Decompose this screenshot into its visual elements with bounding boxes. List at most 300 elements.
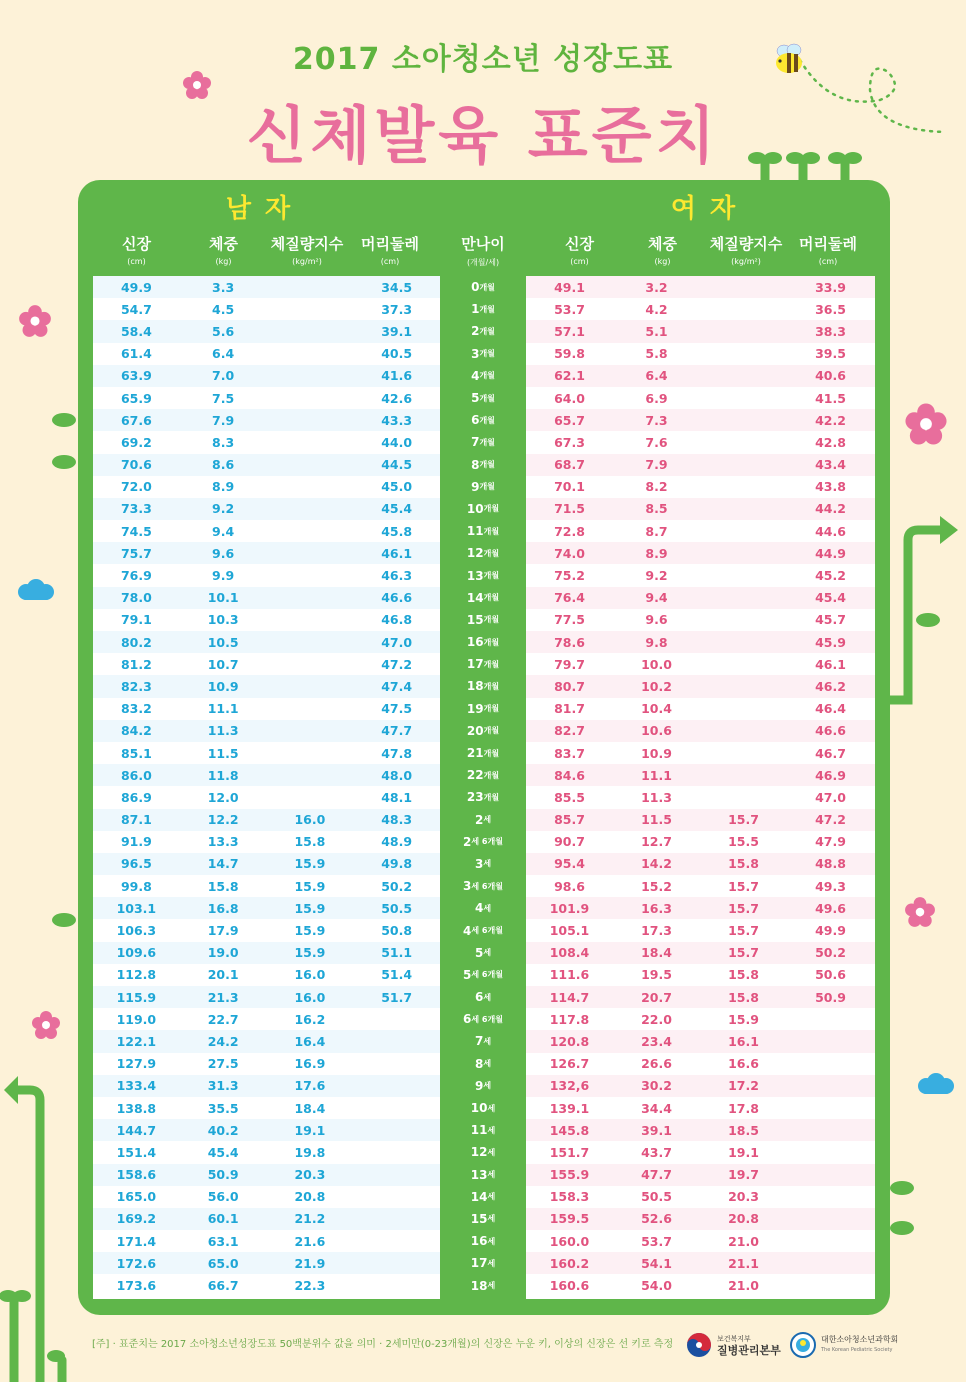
male-cell: 43.3 xyxy=(381,412,413,428)
male-row xyxy=(93,1164,440,1186)
male-cell: 20.1 xyxy=(207,967,239,983)
female-cell: 21.0 xyxy=(728,1233,759,1249)
male-cell: 50.5 xyxy=(381,900,413,916)
female-row xyxy=(526,986,875,1008)
female-row xyxy=(526,587,875,609)
female-cell: 36.5 xyxy=(815,301,846,317)
male-row xyxy=(93,609,440,631)
male-cell: 10.9 xyxy=(207,678,239,694)
age-label: 2 세 6개월 xyxy=(463,834,503,849)
male-row xyxy=(93,786,440,808)
male-cell: 173.6 xyxy=(116,1278,157,1294)
male-cell: 169.2 xyxy=(116,1211,157,1227)
male-cell: 20.3 xyxy=(294,1167,326,1183)
male-row xyxy=(93,742,440,764)
female-row xyxy=(526,454,875,476)
flower-icon xyxy=(18,304,52,338)
female-row xyxy=(526,276,875,298)
male-cell: 16.8 xyxy=(207,900,239,916)
male-row xyxy=(93,1075,440,1097)
female-cell: 12.7 xyxy=(641,834,672,850)
male-cell: 41.6 xyxy=(381,368,413,384)
female-row xyxy=(526,298,875,320)
male-row xyxy=(93,964,440,986)
age-label: 22 개월 xyxy=(466,768,500,783)
kps-emblem-icon xyxy=(790,1332,816,1358)
female-cell: 160.2 xyxy=(549,1255,590,1271)
male-row xyxy=(93,875,440,897)
female-cell: 47.0 xyxy=(815,789,846,805)
age-label: 9 개월 xyxy=(471,479,495,494)
female-cell: 68.7 xyxy=(554,457,585,473)
female-cell: 39.5 xyxy=(815,346,846,362)
female-row xyxy=(526,764,875,786)
female-cell: 19.7 xyxy=(728,1167,759,1183)
age-column xyxy=(440,276,526,1299)
age-label: 4 세 xyxy=(474,901,492,916)
female-cell: 10.0 xyxy=(641,656,672,672)
age-label: 10 세 xyxy=(470,1101,496,1116)
female-row xyxy=(526,1252,875,1274)
female-cell: 17.8 xyxy=(728,1100,759,1116)
age-label: 18 개월 xyxy=(466,679,500,694)
male-cell: 9.6 xyxy=(212,545,235,561)
female-cell: 52.6 xyxy=(641,1211,672,1227)
age-label: 12 세 xyxy=(470,1145,496,1160)
female-row xyxy=(526,542,875,564)
female-cell: 10.6 xyxy=(641,723,672,739)
female-cell: 75.2 xyxy=(554,568,585,584)
male-cell: 127.9 xyxy=(116,1056,157,1072)
female-cell: 46.7 xyxy=(815,745,846,761)
male-cell: 46.6 xyxy=(381,590,413,606)
female-cell: 21.0 xyxy=(728,1278,759,1294)
female-row xyxy=(526,698,875,720)
age-label: 13 개월 xyxy=(466,568,500,583)
female-cell: 45.4 xyxy=(815,590,846,606)
female-cell: 72.8 xyxy=(554,523,585,539)
female-cell: 38.3 xyxy=(815,323,846,339)
male-cell: 46.1 xyxy=(381,545,413,561)
male-cell: 86.9 xyxy=(120,789,152,805)
female-cell: 67.3 xyxy=(554,434,585,450)
female-cell: 44.2 xyxy=(815,501,846,517)
female-cell: 7.9 xyxy=(645,457,668,473)
male-cell: 15.8 xyxy=(294,834,326,850)
male-cell: 11.3 xyxy=(207,723,239,739)
age-label: 4 세 6개월 xyxy=(463,923,503,938)
male-section-title: 남자 xyxy=(225,194,305,224)
female-cell: 10.9 xyxy=(641,745,672,761)
age-label: 20 개월 xyxy=(466,723,500,738)
male-row xyxy=(93,919,440,941)
male-cell: 19.0 xyxy=(207,945,239,961)
female-cell: 50.6 xyxy=(815,967,846,983)
male-cell: 47.8 xyxy=(381,745,413,761)
age-label: 14 개월 xyxy=(466,590,500,605)
male-cell: 12.0 xyxy=(207,789,239,805)
male-cell: 60.1 xyxy=(207,1211,239,1227)
male-row xyxy=(93,564,440,586)
female-cell: 9.8 xyxy=(645,634,668,650)
age-label: 18 세 xyxy=(470,1278,496,1293)
age-label: 9 세 xyxy=(474,1078,492,1093)
male-cell: 72.0 xyxy=(120,479,152,495)
male-row xyxy=(93,675,440,697)
male-cell: 46.8 xyxy=(381,612,413,628)
male-cell: 7.5 xyxy=(212,390,235,406)
female-cell: 11.1 xyxy=(641,767,672,783)
male-cell: 27.5 xyxy=(207,1056,239,1072)
male-cell: 83.2 xyxy=(120,701,152,717)
male-cell: 48.9 xyxy=(381,834,413,850)
male-cell: 9.9 xyxy=(212,568,235,584)
female-cell: 9.4 xyxy=(645,590,668,606)
female-cell: 11.3 xyxy=(641,789,672,805)
male-cell: 16.0 xyxy=(294,989,326,1005)
male-cell: 37.3 xyxy=(381,301,413,317)
female-cell: 15.7 xyxy=(728,945,759,961)
female-cell: 85.5 xyxy=(554,789,585,805)
male-cell: 58.4 xyxy=(120,323,152,339)
male-cell: 67.6 xyxy=(120,412,152,428)
male-row xyxy=(93,942,440,964)
male-row xyxy=(93,1141,440,1163)
male-row xyxy=(93,720,440,742)
female-cell: 16.3 xyxy=(641,900,672,916)
male-cell: 99.8 xyxy=(120,878,152,894)
age-label: 6 세 6개월 xyxy=(463,1012,503,1027)
male-cell: 40.2 xyxy=(207,1122,239,1138)
female-table xyxy=(526,276,875,1299)
male-cell: 14.7 xyxy=(207,856,239,872)
male-cell: 51.7 xyxy=(381,989,413,1005)
male-cell: 96.5 xyxy=(120,856,152,872)
male-row xyxy=(93,1097,440,1119)
female-cell: 26.6 xyxy=(641,1056,672,1072)
male-row xyxy=(93,1230,440,1252)
flower-icon xyxy=(904,402,948,446)
male-cell: 4.5 xyxy=(212,301,235,317)
female-cell: 42.8 xyxy=(815,434,846,450)
female-cell: 160.0 xyxy=(549,1233,590,1249)
male-cell: 48.1 xyxy=(381,789,413,805)
age-label: 21 개월 xyxy=(466,746,500,761)
female-cell: 45.9 xyxy=(815,634,846,650)
male-cell: 76.9 xyxy=(120,568,152,584)
female-cell: 5.8 xyxy=(645,346,668,362)
female-row xyxy=(526,653,875,675)
female-row xyxy=(526,853,875,875)
female-cell: 18.5 xyxy=(728,1122,759,1138)
male-cell: 91.9 xyxy=(120,834,152,850)
male-row xyxy=(93,764,440,786)
male-cell: 12.2 xyxy=(207,812,239,828)
male-cell: 158.6 xyxy=(116,1167,157,1183)
male-cell: 61.4 xyxy=(120,346,152,362)
female-row xyxy=(526,631,875,653)
age-label: 23 개월 xyxy=(466,790,500,805)
age-label: 5 개월 xyxy=(471,391,495,406)
female-cell: 8.7 xyxy=(645,523,668,539)
female-row xyxy=(526,365,875,387)
male-cell: 10.7 xyxy=(207,656,239,672)
female-cell: 53.7 xyxy=(641,1233,672,1249)
female-cell: 19.1 xyxy=(728,1144,759,1160)
male-row xyxy=(93,454,440,476)
female-row xyxy=(526,1230,875,1252)
male-row xyxy=(93,631,440,653)
male-cell: 45.8 xyxy=(381,523,413,539)
male-row xyxy=(93,897,440,919)
female-cell: 71.5 xyxy=(554,501,585,517)
female-row xyxy=(526,1008,875,1030)
female-cell: 64.0 xyxy=(554,390,585,406)
kcdc-emblem-icon xyxy=(686,1332,712,1358)
female-row xyxy=(526,320,875,342)
male-bmi-header: 체질량지수 (kg/m²) xyxy=(270,235,344,266)
male-cell: 11.8 xyxy=(207,767,239,783)
cloud-icon xyxy=(914,1072,958,1096)
female-row xyxy=(526,1141,875,1163)
male-cell: 7.0 xyxy=(212,368,235,384)
male-cell: 56.0 xyxy=(207,1189,239,1205)
female-row xyxy=(526,409,875,431)
male-cell: 75.7 xyxy=(120,545,152,561)
female-cell: 39.1 xyxy=(641,1122,672,1138)
female-row xyxy=(526,809,875,831)
male-cell: 144.7 xyxy=(116,1122,157,1138)
male-cell: 16.0 xyxy=(294,812,326,828)
male-row xyxy=(93,1186,440,1208)
female-cell: 19.5 xyxy=(641,967,672,983)
male-cell: 20.8 xyxy=(294,1189,326,1205)
male-cell: 48.3 xyxy=(381,812,413,828)
female-cell: 15.7 xyxy=(728,900,759,916)
female-row xyxy=(526,919,875,941)
age-label: 5 세 6개월 xyxy=(463,967,503,982)
female-cell: 50.5 xyxy=(641,1189,672,1205)
male-cell: 15.8 xyxy=(207,878,239,894)
male-row xyxy=(93,698,440,720)
male-cell: 15.9 xyxy=(294,900,326,916)
female-cell: 78.6 xyxy=(554,634,585,650)
male-cell: 74.5 xyxy=(120,523,152,539)
male-cell: 80.2 xyxy=(120,634,152,650)
male-cell: 119.0 xyxy=(116,1011,157,1027)
female-cell: 11.5 xyxy=(641,812,672,828)
female-cell: 74.0 xyxy=(554,545,585,561)
female-cell: 50.9 xyxy=(815,989,846,1005)
age-label: 19 개월 xyxy=(466,701,500,716)
female-cell: 132,6 xyxy=(549,1078,590,1094)
female-cell: 59.8 xyxy=(554,346,585,362)
male-cell: 21.3 xyxy=(207,989,239,1005)
female-cell: 50.2 xyxy=(815,945,846,961)
male-height-header: 신장 (cm) xyxy=(122,235,151,266)
female-cell: 10.4 xyxy=(641,701,672,717)
female-cell: 151.7 xyxy=(549,1144,590,1160)
male-cell: 79.1 xyxy=(120,612,152,628)
female-cell: 45.7 xyxy=(815,612,846,628)
female-cell: 15.8 xyxy=(728,856,759,872)
female-cell: 155.9 xyxy=(549,1167,590,1183)
female-cell: 15.8 xyxy=(728,967,759,983)
male-cell: 84.2 xyxy=(120,723,152,739)
age-label: 6 개월 xyxy=(471,413,495,428)
female-cell: 16.1 xyxy=(728,1033,759,1049)
female-cell: 17.2 xyxy=(728,1078,759,1094)
male-row xyxy=(93,1053,440,1075)
age-label: 16 개월 xyxy=(466,635,500,650)
female-cell: 20.8 xyxy=(728,1211,759,1227)
female-row xyxy=(526,942,875,964)
female-row xyxy=(526,1119,875,1141)
female-cell: 62.1 xyxy=(554,368,585,384)
male-cell: 47.0 xyxy=(381,634,413,650)
female-cell: 15.7 xyxy=(728,878,759,894)
female-row xyxy=(526,742,875,764)
female-cell: 53.7 xyxy=(554,301,585,317)
male-cell: 9.4 xyxy=(212,523,235,539)
male-cell: 70.6 xyxy=(120,457,152,473)
female-cell: 4.2 xyxy=(645,301,668,317)
male-cell: 5.6 xyxy=(212,323,235,339)
female-cell: 15.7 xyxy=(728,923,759,939)
male-cell: 47.4 xyxy=(381,678,413,694)
female-cell: 126.7 xyxy=(549,1056,590,1072)
male-cell: 6.4 xyxy=(212,346,235,362)
male-cell: 172.6 xyxy=(116,1255,157,1271)
female-cell: 22.0 xyxy=(641,1011,672,1027)
male-row xyxy=(93,343,440,365)
male-cell: 21.2 xyxy=(294,1211,326,1227)
female-cell: 114.7 xyxy=(549,989,590,1005)
female-cell: 15.7 xyxy=(728,812,759,828)
female-cell: 98.6 xyxy=(554,878,585,894)
female-cell: 49.1 xyxy=(554,279,585,295)
male-row xyxy=(93,520,440,542)
female-cell: 8.2 xyxy=(645,479,668,495)
kps-logo: 대한소아청소년과학회 The Korean Pediatric Society xyxy=(790,1332,898,1358)
female-cell: 79.7 xyxy=(554,656,585,672)
female-cell: 16.6 xyxy=(728,1056,759,1072)
female-cell: 23.4 xyxy=(641,1033,672,1049)
female-cell: 41.5 xyxy=(815,390,846,406)
male-cell: 19.1 xyxy=(294,1122,326,1138)
female-cell: 81.7 xyxy=(554,701,585,717)
female-row xyxy=(526,831,875,853)
male-cell: 63.1 xyxy=(207,1233,239,1249)
female-row xyxy=(526,1186,875,1208)
male-table xyxy=(93,276,440,1299)
cloud-icon xyxy=(14,578,58,602)
male-row xyxy=(93,1030,440,1052)
male-cell: 19.8 xyxy=(294,1144,326,1160)
female-cell: 30.2 xyxy=(641,1078,672,1094)
male-row xyxy=(93,653,440,675)
age-label: 12 개월 xyxy=(466,546,500,561)
female-cell: 108.4 xyxy=(549,945,590,961)
female-cell: 90.7 xyxy=(554,834,585,850)
male-cell: 42.6 xyxy=(381,390,413,406)
male-cell: 112.8 xyxy=(116,967,157,983)
male-cell: 48.0 xyxy=(381,767,413,783)
male-cell: 15.9 xyxy=(294,923,326,939)
male-cell: 115.9 xyxy=(116,989,157,1005)
male-row xyxy=(93,431,440,453)
male-cell: 8.6 xyxy=(212,457,235,473)
male-cell: 15.9 xyxy=(294,945,326,961)
male-row xyxy=(93,1008,440,1030)
female-height-header: 신장 (cm) xyxy=(565,235,594,266)
male-cell: 15.9 xyxy=(294,856,326,872)
age-label: 17 세 xyxy=(470,1256,496,1271)
female-cell: 77.5 xyxy=(554,612,585,628)
female-cell: 43.4 xyxy=(815,457,846,473)
male-cell: 44.5 xyxy=(381,457,413,473)
flower-icon xyxy=(904,896,936,928)
male-cell: 122.1 xyxy=(116,1033,157,1049)
female-row xyxy=(526,675,875,697)
female-row xyxy=(526,786,875,808)
male-cell: 44.0 xyxy=(381,434,413,450)
female-cell: 7.3 xyxy=(645,412,668,428)
male-cell: 21.9 xyxy=(294,1255,326,1271)
female-bmi-header: 체질량지수 (kg/m²) xyxy=(709,235,783,266)
male-cell: 7.9 xyxy=(212,412,235,428)
male-cell: 31.3 xyxy=(207,1078,239,1094)
female-cell: 57.1 xyxy=(554,323,585,339)
male-row xyxy=(93,809,440,831)
female-cell: 83.7 xyxy=(554,745,585,761)
age-label: 3 세 6개월 xyxy=(463,879,503,894)
male-row xyxy=(93,542,440,564)
male-row xyxy=(93,387,440,409)
age-label: 10 개월 xyxy=(466,501,500,516)
male-cell: 86.0 xyxy=(120,767,152,783)
age-label: 2 세 xyxy=(474,812,492,827)
male-cell: 103.1 xyxy=(116,900,157,916)
male-cell: 16.2 xyxy=(294,1011,326,1027)
female-weight-header: 체중 (kg) xyxy=(648,235,677,266)
female-cell: 80.7 xyxy=(554,678,585,694)
female-cell: 46.6 xyxy=(815,723,846,739)
male-row xyxy=(93,276,440,298)
female-cell: 76.4 xyxy=(554,590,585,606)
male-cell: 10.5 xyxy=(207,634,239,650)
kcdc-logo: 보건복지부 질병관리본부 xyxy=(686,1332,781,1358)
female-cell: 65.7 xyxy=(554,412,585,428)
female-cell: 46.4 xyxy=(815,701,846,717)
male-head-header: 머리둘레 (cm) xyxy=(361,235,419,266)
male-cell: 24.2 xyxy=(207,1033,239,1049)
female-row xyxy=(526,1208,875,1230)
male-row xyxy=(93,587,440,609)
female-cell: 49.9 xyxy=(815,923,846,939)
female-cell: 54.0 xyxy=(641,1278,672,1294)
female-cell: 45.2 xyxy=(815,568,846,584)
male-weight-header: 체중 (kg) xyxy=(209,235,238,266)
female-cell: 15.9 xyxy=(728,1011,759,1027)
age-label: 8 개월 xyxy=(471,457,495,472)
female-cell: 21.1 xyxy=(728,1255,759,1271)
female-cell: 44.9 xyxy=(815,545,846,561)
male-row xyxy=(93,298,440,320)
female-row xyxy=(526,1274,875,1296)
male-cell: 85.1 xyxy=(120,745,152,761)
age-label: 11 세 xyxy=(470,1123,496,1138)
